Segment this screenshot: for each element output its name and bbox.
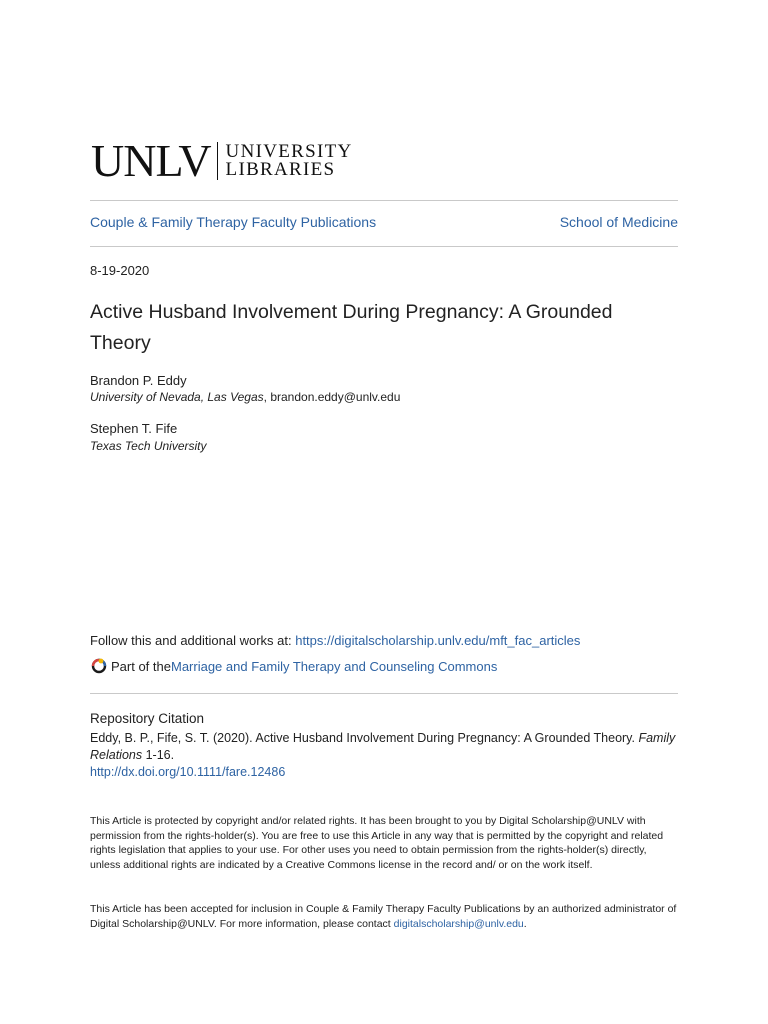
author-name: Brandon P. Eddy bbox=[90, 373, 187, 388]
citation-pages: 1-16. bbox=[142, 748, 175, 762]
acceptance-text: This Article has been accepted for inclusion in Couple & Family Therapy Faculty Publications by an authorized administrator of Digital Scholarship@UNLV. For more information, please contact bbox=[90, 903, 677, 930]
part-of-line bbox=[90, 657, 497, 675]
bepress-network-icon bbox=[90, 657, 108, 675]
follow-line bbox=[90, 633, 580, 648]
logo-text bbox=[226, 143, 353, 179]
article-title: Active Husband Involvement During Pregnancy: A Grounded Theory bbox=[90, 301, 613, 354]
repository-citation bbox=[90, 730, 680, 781]
divider-citation bbox=[90, 693, 678, 694]
contact-email-link[interactable]: digitalscholarship@unlv.edu bbox=[393, 917, 524, 930]
part-of-prefix: Part of the bbox=[111, 658, 171, 674]
author-affiliation: University of Nevada, Las Vegas, brandon.eddy@unlv.edu bbox=[90, 390, 401, 404]
follow-prefix: Follow this and additional works at: bbox=[90, 633, 296, 648]
logo-line-libraries: LIBRARIES bbox=[225, 159, 336, 180]
repository-citation-heading: Repository Citation bbox=[90, 711, 205, 726]
commons-link[interactable]: Marriage and Family Therapy and Counseling Commons bbox=[170, 658, 498, 674]
affiliation-institution: Texas Tech University bbox=[90, 439, 207, 453]
unlv-libraries-logo[interactable] bbox=[91, 135, 353, 186]
divider-top bbox=[90, 200, 678, 201]
divider-nav-bottom bbox=[90, 246, 678, 247]
rights-notice: This Article is protected by copyright and/or related rights. It has been brought to you by Digital Scholarship@UNLV with permission from the rights-holder(s). You are free to use this Article in any way that is permitted by the copyright and related rights legislation that applies to your use. For other uses you need to obtain permission from the rights-holder(s) directly, unless additional rights are indicated by a Creative Commons license in the record and/ or on the work itself. bbox=[90, 815, 664, 871]
collection-url-link[interactable]: https://digitalscholarship.unlv.edu/mft_fac_articles bbox=[295, 633, 581, 648]
acceptance-end: . bbox=[523, 917, 527, 930]
school-link[interactable]: School of Medicine bbox=[559, 214, 678, 230]
collection-link[interactable]: Couple & Family Therapy Faculty Publications bbox=[90, 214, 377, 230]
doi-link[interactable]: http://dx.doi.org/10.1111/fare.12486 bbox=[90, 765, 286, 779]
affiliation-institution: University of Nevada, Las Vegas bbox=[90, 390, 264, 404]
citation-journal: Family Relations bbox=[90, 731, 676, 762]
logo-mark: UNLV bbox=[91, 135, 211, 186]
acceptance-notice bbox=[90, 902, 678, 931]
logo-divider bbox=[217, 142, 218, 180]
author-affiliation bbox=[90, 439, 207, 453]
author-email: brandon.eddy@unlv.edu bbox=[270, 390, 401, 404]
author-name: Stephen T. Fife bbox=[90, 421, 178, 436]
logo-line-university: UNIVERSITY bbox=[225, 141, 353, 162]
citation-text: Eddy, B. P., Fife, S. T. (2020). Active Husband Involvement During Pregnancy: A Grounded Theory. bbox=[90, 731, 639, 745]
publication-date: 8-19-2020 bbox=[90, 263, 150, 278]
